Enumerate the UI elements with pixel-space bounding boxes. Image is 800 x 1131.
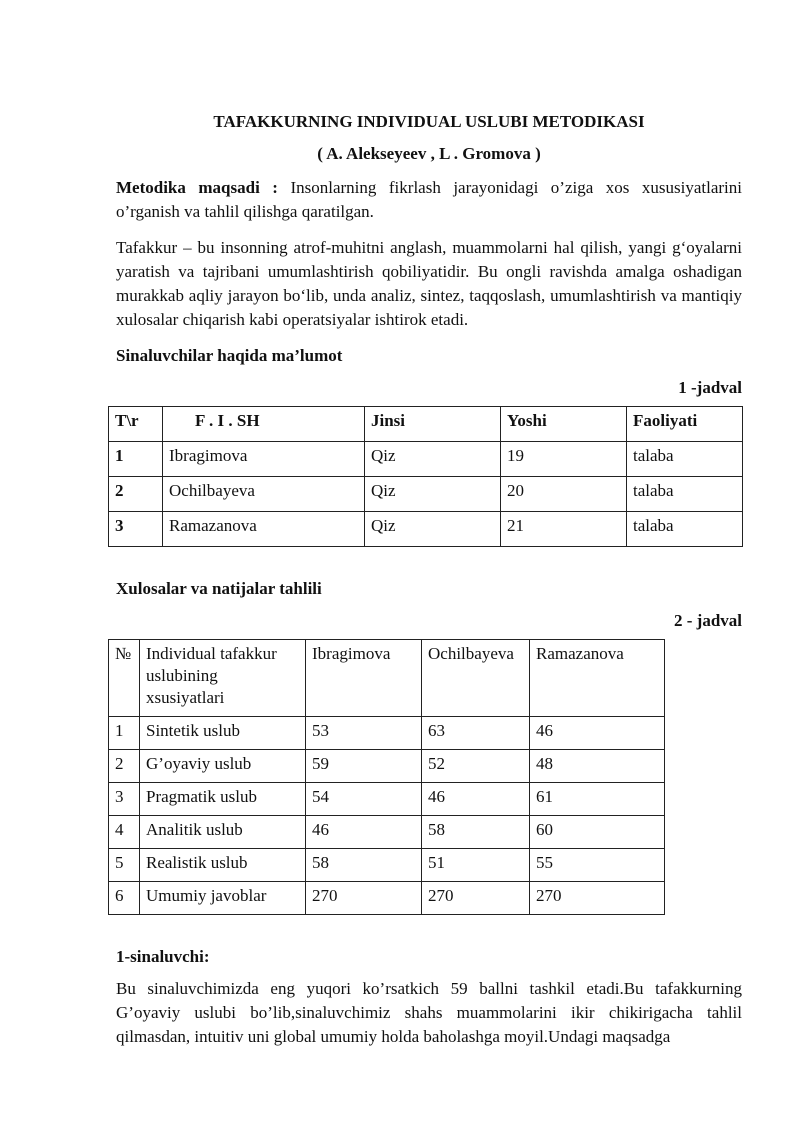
participants-table [108, 406, 743, 547]
table-cell: 3 [109, 783, 140, 816]
table-header-cell: Individual tafakkur uslubining xsusiyatlari [140, 640, 306, 717]
table-cell: 1 [109, 442, 163, 477]
table-cell: 48 [530, 750, 665, 783]
table-cell: Qiz [365, 477, 501, 512]
table-cell: 6 [109, 882, 140, 915]
table-cell: 58 [306, 849, 422, 882]
table-cell: 54 [306, 783, 422, 816]
table-cell: 58 [422, 816, 530, 849]
table-cell: Qiz [365, 512, 501, 547]
table-header-cell: Ibragimova [306, 640, 422, 717]
table-row [109, 816, 665, 849]
table-cell: 21 [501, 512, 627, 547]
table-cell: talaba [627, 512, 743, 547]
table-cell: 4 [109, 816, 140, 849]
table-cell: Ramazanova [163, 512, 365, 547]
table-header-cell: № [109, 640, 140, 717]
table-cell: 63 [422, 717, 530, 750]
table-cell: 55 [530, 849, 665, 882]
table-cell: 270 [530, 882, 665, 915]
table-row [109, 783, 665, 816]
subject-heading: 1-sinaluvchi: [116, 947, 210, 966]
table-cell: Qiz [365, 442, 501, 477]
table-cell: talaba [627, 477, 743, 512]
table-cell: G’oyaviy uslub [140, 750, 306, 783]
table-cell: 270 [306, 882, 422, 915]
table-row [109, 477, 743, 512]
table-cell: Ibragimova [163, 442, 365, 477]
results-table [108, 639, 665, 915]
table-cell: 19 [501, 442, 627, 477]
table-cell: Ochilbayeva [163, 477, 365, 512]
table-row [109, 882, 665, 915]
table-cell: 3 [109, 512, 163, 547]
table-cell: 53 [306, 717, 422, 750]
purpose-label: Metodika maqsadi : [116, 178, 278, 197]
table-header-cell: T\r [109, 407, 163, 442]
table-cell: Sintetik uslub [140, 717, 306, 750]
table-cell: 52 [422, 750, 530, 783]
table-header-row [109, 407, 743, 442]
document-authors: ( A. Alekseyeev , L . Gromova ) [317, 144, 541, 163]
table-header-row [109, 640, 665, 717]
table-cell: 1 [109, 717, 140, 750]
participants-heading: Sinaluvchilar haqida ma’lumot [116, 346, 343, 365]
table-cell: talaba [627, 442, 743, 477]
table-row [109, 442, 743, 477]
document-content [116, 110, 742, 1061]
table-cell: Realistik uslub [140, 849, 306, 882]
table-header-cell: Ochilbayeva [422, 640, 530, 717]
table-header-cell: Jinsi [365, 407, 501, 442]
table-row [109, 512, 743, 547]
table-cell: 51 [422, 849, 530, 882]
document-title: TAFAKKURNING INDIVIDUAL USLUBI METODIKASI [213, 112, 645, 131]
table-cell: 46 [306, 816, 422, 849]
table-cell: 5 [109, 849, 140, 882]
table-cell: Umumiy javoblar [140, 882, 306, 915]
definition-paragraph: Tafakkur – bu insonning atrof-muhitni anglash, muammolarni hal qilish, yangi g‘oyalarni yaratish va tajribani umumlashtirish qobiliyatidir. Bu ongli ravishda amalga oshadigan murakkab aqliy jarayon bo‘lib, unda analiz, sintez, taqqoslash, umumlashtirish va mantiqiy xulosalar chiqarish kabi operatsiyalar ishtirok etadi. [116, 238, 742, 329]
table-header-cell: Faoliyati [627, 407, 743, 442]
table-cell: 2 [109, 750, 140, 783]
subject-paragraph: Bu sinaluvchimizda eng yuqori ko’rsatkich 59 ballni tashkil etadi.Bu tafakkurning G’oyaviy uslubi bo’lib,sinaluvchimiz shahs muammolarini ikir chikirigacha tahlil qilmasdan, intuitiv uni global umumiy holda baholashga moyil.Undagi maqsadga [116, 979, 742, 1046]
table-cell: 60 [530, 816, 665, 849]
results-heading: Xulosalar va natijalar tahlili [116, 579, 322, 598]
purpose-text: Insonlarning fikrlash jarayonidagi o’ziga xos xususiyatlarini o’rganish va tahlil qilishga qaratilgan. [116, 178, 742, 221]
table-cell: 61 [530, 783, 665, 816]
table-row [109, 849, 665, 882]
table2-label: 2 - jadval [674, 611, 742, 630]
table-cell: 59 [306, 750, 422, 783]
table1-label: 1 -jadval [678, 378, 742, 397]
table-header-cell: F . I . SH [163, 407, 365, 442]
table-row [109, 750, 665, 783]
table-cell: 2 [109, 477, 163, 512]
table-cell: 20 [501, 477, 627, 512]
table-cell: Analitik uslub [140, 816, 306, 849]
table-cell: 46 [530, 717, 665, 750]
table-cell: 46 [422, 783, 530, 816]
table-cell: 270 [422, 882, 530, 915]
purpose-paragraph [116, 176, 742, 224]
table-row [109, 717, 665, 750]
table-header-cell: Ramazanova [530, 640, 665, 717]
table-cell: Pragmatik uslub [140, 783, 306, 816]
table-header-cell: Yoshi [501, 407, 627, 442]
